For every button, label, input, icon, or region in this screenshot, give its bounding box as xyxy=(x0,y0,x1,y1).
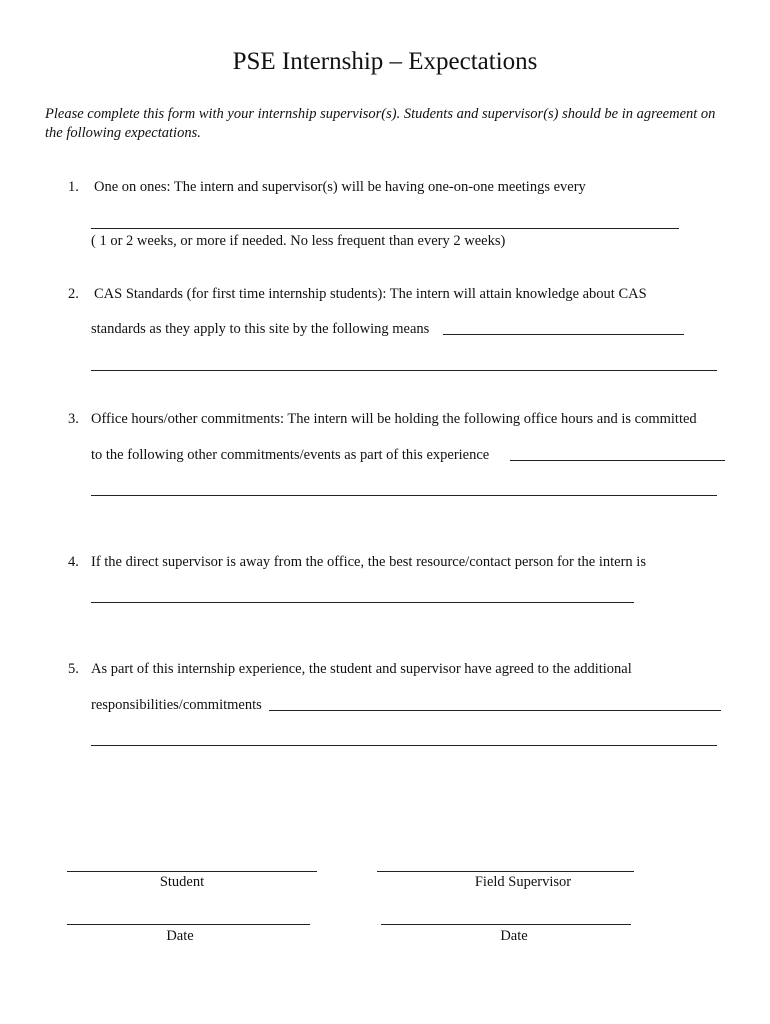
instructions-text: Please complete this form with your internship supervisor(s). Students and supervisor(s) should be in agreement on the following expectations. xyxy=(45,106,716,141)
student-signature-line[interactable] xyxy=(67,871,317,872)
item-4-number: 4. xyxy=(68,554,79,570)
item-1-note: ( 1 or 2 weeks, or more if needed. No less frequent than every 2 weeks) xyxy=(91,233,506,249)
item-1-text: One on ones: The intern and supervisor(s) will be having one-on-one meetings every xyxy=(94,179,586,195)
item-2-text-cont: standards as they apply to this site by the following means xyxy=(91,321,430,337)
item-2-number: 2. xyxy=(68,286,79,302)
student-date-label: Date xyxy=(166,928,194,944)
item-2-answer-line[interactable] xyxy=(91,370,717,371)
item-5-number: 5. xyxy=(68,661,79,677)
item-2-answer-line-inline[interactable] xyxy=(443,334,684,335)
item-1-number: 1. xyxy=(68,179,79,195)
item-5-answer-line[interactable] xyxy=(91,745,717,746)
item-4-answer-line[interactable] xyxy=(91,602,634,603)
item-1-answer-line[interactable] xyxy=(91,228,679,229)
field-supervisor-signature-line[interactable] xyxy=(377,871,634,872)
student-date-line[interactable] xyxy=(67,924,310,925)
item-3-answer-line[interactable] xyxy=(91,495,717,496)
item-5-text: As part of this internship experience, the student and supervisor have agreed to the additional xyxy=(91,661,632,677)
supervisor-date-label: Date xyxy=(500,928,528,944)
item-4-text: If the direct supervisor is away from the office, the best resource/contact person for the intern is xyxy=(91,554,646,570)
item-5-answer-line-inline[interactable] xyxy=(269,710,721,711)
item-3-text: Office hours/other commitments: The intern will be holding the following office hours and is committed xyxy=(91,411,697,427)
supervisor-date-line[interactable] xyxy=(381,924,631,925)
item-3-text-cont: to the following other commitments/events as part of this experience xyxy=(91,447,490,463)
item-3-answer-line-inline[interactable] xyxy=(510,460,725,461)
field-supervisor-label: Field Supervisor xyxy=(474,874,572,890)
student-label: Student xyxy=(159,874,205,890)
item-2-text: CAS Standards (for first time internship students): The intern will attain knowledge about CAS xyxy=(94,286,647,302)
item-5-text-cont: responsibilities/commitments xyxy=(91,697,262,713)
page-title: PSE Internship – Expectations xyxy=(232,48,538,75)
item-3-number: 3. xyxy=(68,411,79,427)
